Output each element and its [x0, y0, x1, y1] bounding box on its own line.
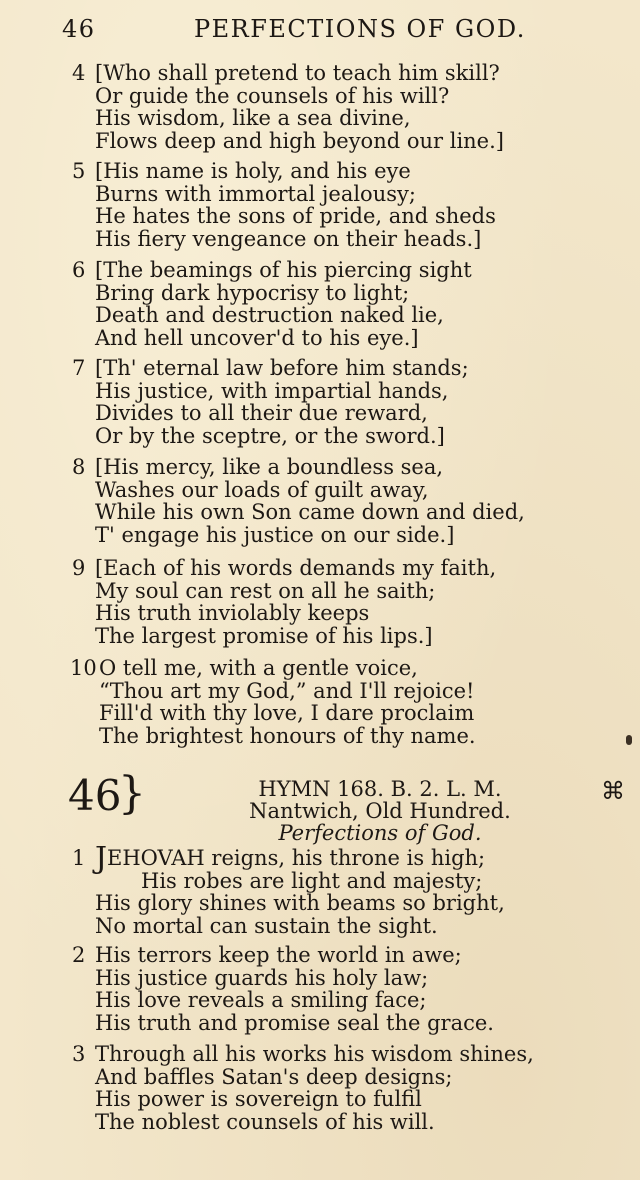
printer-mark-icon: ⌘	[601, 777, 625, 805]
verse-number: 6	[72, 258, 86, 282]
verse-line: [Who shall pretend to teach him skill?	[95, 61, 500, 85]
verse-line: His terrors keep the world in awe;	[95, 943, 462, 967]
page-number: 46	[62, 15, 96, 43]
verse-line: Fill'd with thy love, I dare proclaim	[99, 701, 475, 725]
verse-line: [His mercy, like a boundless sea,	[95, 455, 444, 479]
verse-line: T' engage his justice on our side.]	[95, 522, 455, 547]
verse-line: [The beamings of his piercing sight	[95, 258, 472, 282]
verse-line: Washes our loads of guilt away,	[95, 477, 429, 502]
ink-speck	[626, 735, 632, 745]
verse-number: 10	[70, 656, 97, 680]
verse-line: The noblest counsels of his will.	[95, 1109, 435, 1134]
verse-line: Flows deep and high beyond our line.]	[95, 128, 504, 153]
verse-line: O tell me, with a gentle voice,	[99, 656, 418, 680]
verse-number: 3	[72, 1042, 86, 1066]
verse-line: My soul can rest on all he saith;	[95, 578, 436, 603]
hymn-number: 46	[68, 771, 122, 820]
verse-number: 9	[72, 556, 86, 580]
verse-line: [Each of his words demands my faith,	[95, 556, 497, 580]
verse-line: Death and destruction naked lie,	[95, 303, 444, 327]
verse-line-first	[95, 841, 505, 876]
verse-line: Burns with immortal jealousy;	[95, 181, 416, 206]
verse-line: The brightest honours of thy name.	[99, 723, 476, 748]
verse-line: His fiery vengeance on their heads.]	[95, 226, 482, 251]
verse-line: He hates the sons of pride, and sheds	[95, 204, 496, 228]
running-title: PERFECTIONS OF GOD.	[194, 15, 526, 43]
verse-line: [His name is holy, and his eye	[95, 159, 411, 183]
verse-line: “Thou art my God,” and I'll rejoice!	[99, 678, 475, 703]
verse-line: And hell uncover'd to his eye.]	[95, 325, 419, 350]
verse-line: His love reveals a smiling face;	[95, 988, 427, 1012]
verse-line: While his own Son came down and died,	[95, 500, 525, 524]
verse-line: The largest promise of his lips.]	[95, 623, 433, 648]
hymn-brace: }	[118, 768, 146, 819]
verse-line-rest: EHOVAH reigns, his throne is high;	[107, 846, 486, 870]
hymn-subject: Perfections of God.	[278, 821, 482, 845]
verse-line: [Th' eternal law before him stands;	[95, 356, 469, 380]
verse-line: Or guide the counsels of his will?	[95, 83, 450, 108]
verse-number: 4	[72, 61, 86, 85]
verse-line: And baffles Satan's deep designs;	[95, 1064, 453, 1089]
verse-line: His truth inviolably keeps	[95, 601, 370, 625]
verse-line: His wisdom, like a sea divine,	[95, 106, 411, 130]
verse-line: His glory shines with beams so bright,	[95, 891, 505, 915]
verse-number: 1	[72, 846, 86, 870]
verse-line: Divides to all their due reward,	[95, 401, 428, 425]
verse-line: Through all his works his wisdom shines,	[95, 1042, 534, 1066]
verse-line: His justice guards his holy law;	[95, 965, 429, 990]
verse-line: His justice, with impartial hands,	[95, 378, 449, 403]
verse-line: Or by the sceptre, or the sword.]	[95, 423, 445, 448]
verse-number: 8	[72, 455, 86, 479]
running-head	[62, 14, 622, 44]
verse-line: Bring dark hypocrisy to light;	[95, 280, 410, 305]
verse-line: His power is sovereign to fulfil	[95, 1087, 422, 1111]
verse-line: No mortal can sustain the sight.	[95, 913, 438, 938]
drop-cap: J	[95, 841, 108, 876]
verse-number: 2	[72, 943, 86, 967]
verse-line: His truth and promise seal the grace.	[95, 1010, 494, 1035]
verse-line: His robes are light and majesty;	[141, 868, 483, 893]
hymn-tunes: Nantwich, Old Hundred.	[249, 799, 511, 823]
verse-number: 7	[72, 356, 86, 380]
hymn-title: HYMN 168. B. 2. L. M.	[258, 777, 502, 801]
verse-number: 5	[72, 159, 86, 183]
